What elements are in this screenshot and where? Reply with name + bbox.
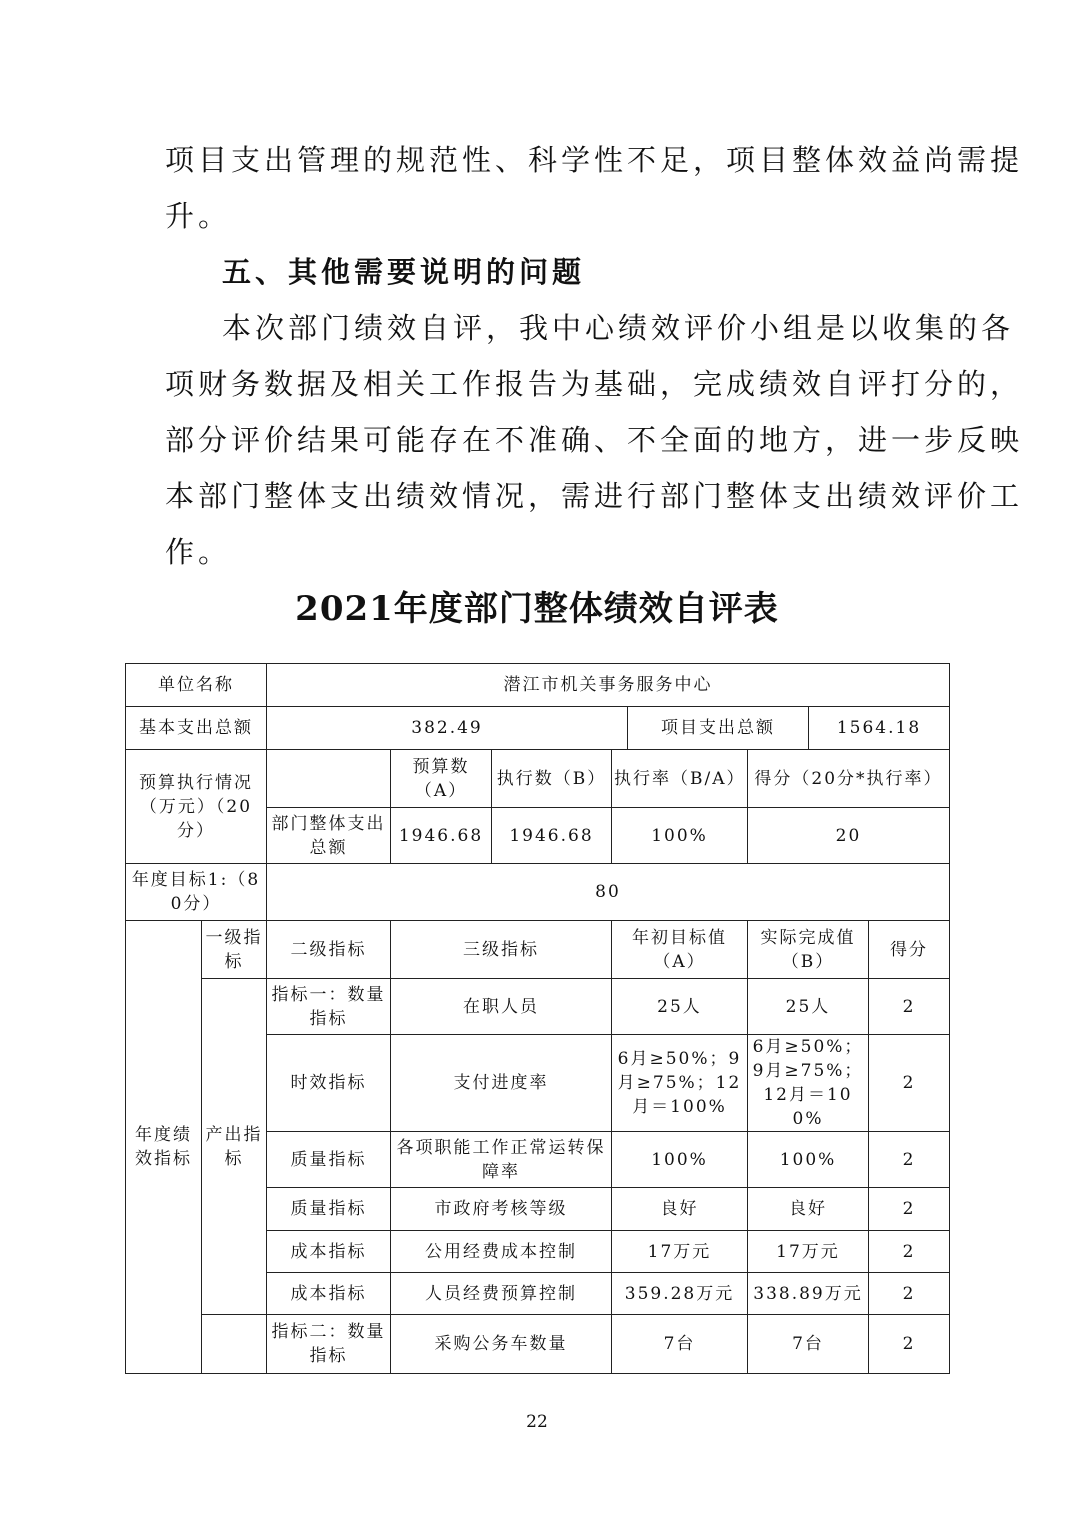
section-heading: 五、其他需要说明的问题 [222,255,586,289]
blank-cell [267,750,391,808]
row-target: 6月≥50%；9月≥75%；12月＝100% [612,1035,748,1132]
section-line: 项财务数据及相关工作报告为基础，完成绩效自评打分的， [165,367,1024,401]
budget-execution-label: 预算执行情况（万元）（20分） [126,750,267,864]
header-level2: 二级指标 [267,921,391,979]
header-score: 得分 [869,921,950,979]
section-line: 作。 [165,535,232,569]
row-target: 359.28万元 [612,1273,748,1315]
row-score: 2 [869,1315,950,1374]
row-level2: 指标二：数量指标 [267,1315,391,1374]
col-budget-header: 预算数（A） [391,750,492,808]
row-target: 7台 [612,1315,748,1374]
row-level3: 在职人员 [391,979,612,1035]
annual-goal-value: 80 [267,864,950,921]
row-actual: 良好 [748,1188,869,1231]
row-level2: 指标一：数量指标 [267,979,391,1035]
section-line: 部分评价结果可能存在不准确、不全面的地方，进一步反映 [165,423,1024,457]
row-score: 2 [869,1231,950,1273]
total-exec-value: 1946.68 [492,808,612,864]
performance-table [125,663,950,1374]
project-expense-value: 1564.18 [809,707,950,750]
header-level1: 一级指标 [202,921,267,979]
row-target: 良好 [612,1188,748,1231]
row-target: 100% [612,1132,748,1188]
blank-level1-cell [202,1315,267,1374]
table-title: 2021年度部门整体绩效自评表 [295,589,779,629]
row-score: 2 [869,1132,950,1188]
col-exec-header: 执行数（B） [492,750,612,808]
output-indicator-label: 产出指标 [202,979,267,1315]
total-score-value: 20 [748,808,950,864]
table-row [126,1315,950,1374]
row-level3: 支付进度率 [391,1035,612,1132]
row-actual: 7台 [748,1315,869,1374]
total-budget-value: 1946.68 [391,808,492,864]
row-level3: 公用经费成本控制 [391,1231,612,1273]
row-score: 2 [869,1273,950,1315]
row-level2: 成本指标 [267,1273,391,1315]
paragraph-line: 项目支出管理的规范性、科学性不足，项目整体效益尚需提 [165,143,1024,177]
basic-expense-value: 382.49 [267,707,628,750]
row-level3: 人员经费预算控制 [391,1273,612,1315]
paragraph-line: 升。 [165,199,232,233]
basic-expense-label: 基本支出总额 [126,707,267,750]
unit-label: 单位名称 [126,664,267,707]
row-level2: 质量指标 [267,1188,391,1231]
row-level3: 市政府考核等级 [391,1188,612,1231]
annual-goal-label: 年度目标1:（80分） [126,864,267,921]
unit-value: 潜江市机关事务服务中心 [267,664,950,707]
row-target: 17万元 [612,1231,748,1273]
row-level2: 时效指标 [267,1035,391,1132]
row-score: 2 [869,979,950,1035]
page-number: 22 [526,1412,548,1432]
row-actual: 25人 [748,979,869,1035]
row-level3: 采购公务车数量 [391,1315,612,1374]
section-line: 本次部门绩效自评，我中心绩效评价小组是以收集的各 [222,311,1015,345]
table-row [126,979,950,1035]
project-expense-label: 项目支出总额 [628,707,809,750]
row-level2: 成本指标 [267,1231,391,1273]
indicator-group-label: 年度绩效指标 [126,921,202,1374]
section-line: 本部门整体支出绩效情况，需进行部门整体支出绩效评价工 [165,479,1024,513]
row-actual: 100% [748,1132,869,1188]
total-rate-value: 100% [612,808,748,864]
header-target: 年初目标值（A） [612,921,748,979]
row-actual: 6月≥50%；9月≥75%；12月＝100% [748,1035,869,1132]
row-level2: 质量指标 [267,1132,391,1188]
row-level3: 各项职能工作正常运转保障率 [391,1132,612,1188]
header-actual: 实际完成值（B） [748,921,869,979]
col-score-header: 得分（20分*执行率） [748,750,950,808]
row-score: 2 [869,1188,950,1231]
row-score: 2 [869,1035,950,1132]
row-actual: 338.89万元 [748,1273,869,1315]
row-target: 25人 [612,979,748,1035]
col-rate-header: 执行率（B/A） [612,750,748,808]
row-actual: 17万元 [748,1231,869,1273]
total-expense-label: 部门整体支出总额 [267,808,391,864]
header-level3: 三级指标 [391,921,612,979]
